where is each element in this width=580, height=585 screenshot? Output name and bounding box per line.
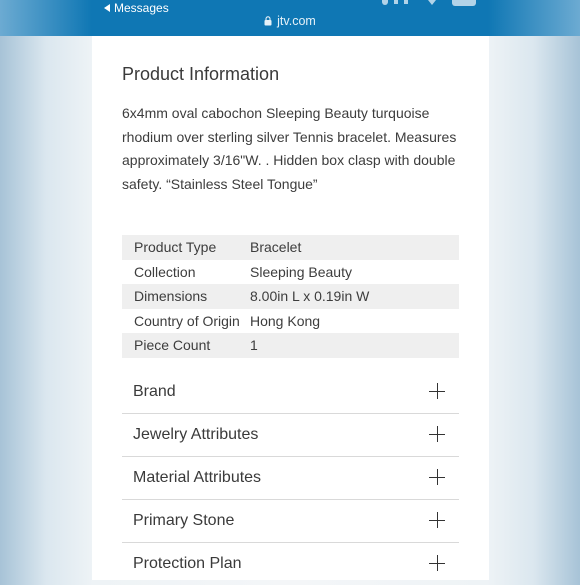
spec-value: Sleeping Beauty xyxy=(250,263,352,280)
spec-table xyxy=(122,235,459,358)
spec-row xyxy=(122,309,459,334)
accordion-label: Jewelry Attributes xyxy=(133,426,259,443)
signal-icon xyxy=(382,0,388,5)
expand-plus-icon[interactable] xyxy=(429,426,445,442)
accordion-protection-plan[interactable] xyxy=(122,542,459,585)
accordion-label: Brand xyxy=(133,383,176,400)
spec-value: Hong Kong xyxy=(250,312,321,329)
spec-value: Bracelet xyxy=(250,239,302,256)
status-bar-icons xyxy=(382,0,476,6)
battery-icon xyxy=(452,0,476,6)
signal-bar-icon xyxy=(404,0,408,4)
accordion-label: Material Attributes xyxy=(133,469,262,486)
product-description: 6x4mm oval cabochon Sleeping Beauty turquoise rhodium over sterling silver Tennis bracelet. Measures approximately 3/16"W. . Hidden box clasp with double safety. “Stainless Steel Tongue” xyxy=(122,105,457,192)
spec-value: 8.00in L x 0.19in W xyxy=(250,288,370,305)
product-page xyxy=(92,36,489,580)
back-to-messages-button[interactable] xyxy=(104,1,169,15)
spec-row xyxy=(122,284,459,309)
back-label: Messages xyxy=(114,1,169,15)
accordion-label: Protection Plan xyxy=(133,555,242,572)
lock-icon xyxy=(264,16,272,26)
spec-key: Country of Origin xyxy=(134,312,240,329)
accordion-brand[interactable] xyxy=(122,370,459,414)
signal-bar-icon xyxy=(394,0,398,4)
spec-row xyxy=(122,235,459,260)
spec-key: Piece Count xyxy=(134,337,211,354)
spec-key: Dimensions xyxy=(134,288,208,305)
spec-key: Collection xyxy=(134,263,196,280)
spec-row xyxy=(122,260,459,285)
address-bar[interactable] xyxy=(0,14,580,28)
expand-plus-icon[interactable] xyxy=(429,512,445,528)
expand-plus-icon[interactable] xyxy=(429,469,445,485)
spec-row xyxy=(122,333,459,358)
accordion-primary-stone[interactable] xyxy=(122,499,459,543)
accordion-material-attributes[interactable] xyxy=(122,456,459,500)
expand-plus-icon[interactable] xyxy=(429,383,445,399)
url-text: jtv.com xyxy=(277,14,316,28)
accordion-jewelry-attributes[interactable] xyxy=(122,413,459,457)
back-arrow-icon xyxy=(104,4,110,12)
spec-key: Product Type xyxy=(134,239,217,256)
expand-plus-icon[interactable] xyxy=(429,555,445,571)
accordion-label: Primary Stone xyxy=(133,512,235,529)
section-title: Product Information xyxy=(122,64,280,84)
browser-header xyxy=(0,0,580,36)
spec-value: 1 xyxy=(250,337,258,354)
wifi-icon xyxy=(428,0,436,5)
